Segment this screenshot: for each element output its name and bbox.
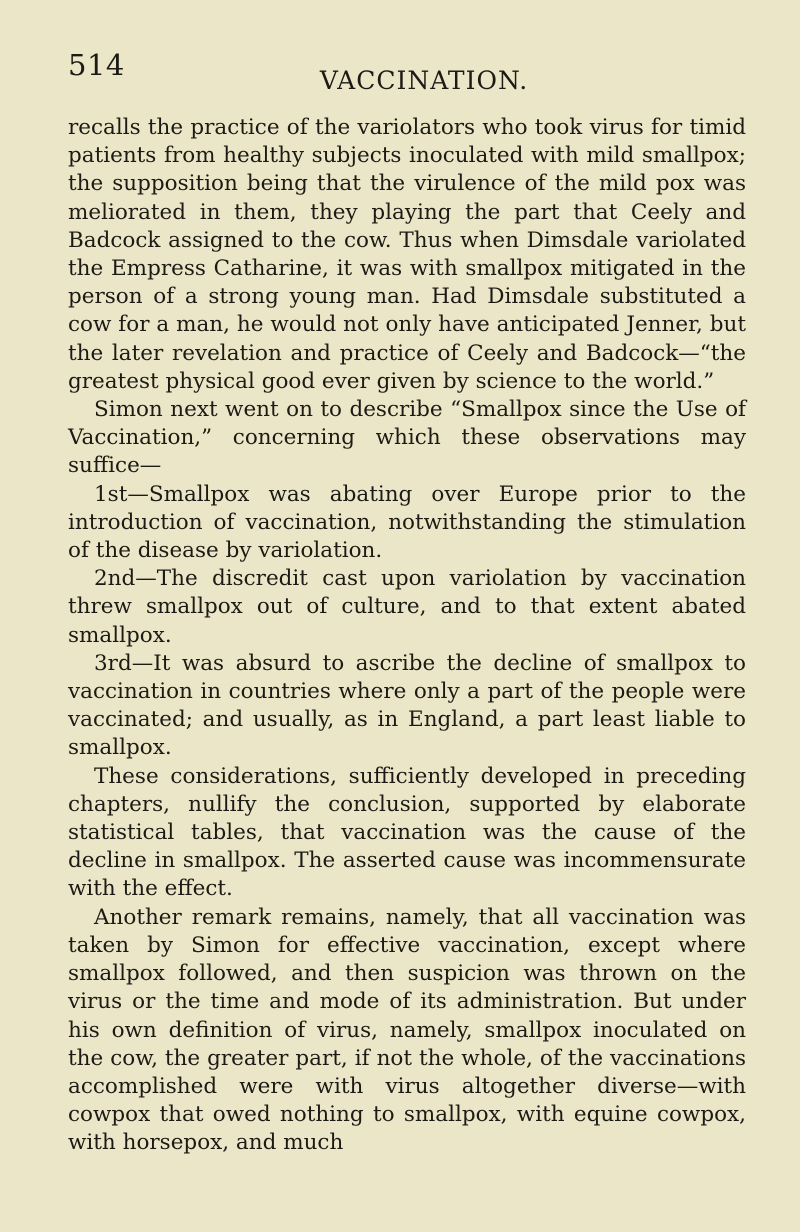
paragraph-second-observation: 2nd—The discredit cast upon variolation by vaccination threw smallpox out of culture, and to that extent abated smallpox. — [68, 566, 746, 648]
paragraph: These considerations, sufficiently developed in preceding chapters, nullify the conclusion, supported by elaborate statistical tables, that vaccination was the cause of the decline in smallpox. The asserted cause was incommensurate with the effect. — [68, 763, 746, 902]
paragraph: Simon next went on to describe “Smallpox since the Use of Vaccination,” concerning which these observations may suffice— — [68, 397, 746, 479]
paragraph: Another remark remains, namely, that all vaccination was taken by Simon for effective vaccination, except where smallpox followed, and then suspicion was thrown on the virus or the time and mode of its administration. But under his own definition of virus, namely, smallpox inoculated on the cow, the greater part, if not the whole, of the vaccinations accomplished were with virus altogether diverse—with cowpox that owed nothing to smallpox, with equine cowpox, with horsepox, and much — [68, 904, 746, 1156]
page-number: 514 — [68, 48, 125, 82]
page-header — [68, 48, 740, 95]
paragraph-first-observation: 1st—Smallpox was abating over Europe prior to the introduction of vaccination, notwithstanding the stimulation of the disease by variolation. — [68, 481, 746, 564]
paragraph-continued: recalls the practice of the variolators who took virus for timid patients from healthy subjects inoculated with mild smallpox; the supposition being that the virulence of the mild pox was meliorated in them, they playing the part that Ceely and Badcock assigned to the cow. Thus when Dimsdale variolated the Empress Catharine, it was with smallpox mitigated in the person of a strong young man. Had Dimsdale substituted a cow for a man, he would not only have anticipated Jenner, but the later revelation and practice of Ceely and Badcock—“the greatest physical good ever given by science to the world.” — [68, 115, 746, 394]
body-text — [68, 114, 746, 1158]
running-head: VACCINATION. — [319, 66, 529, 95]
paragraph-third-observation: 3rd—It was absurd to ascribe the decline of smallpox to vaccination in countries where only a part of the people were vaccinated; and usually, as in England, a part least liable to smallpox. — [68, 650, 746, 761]
